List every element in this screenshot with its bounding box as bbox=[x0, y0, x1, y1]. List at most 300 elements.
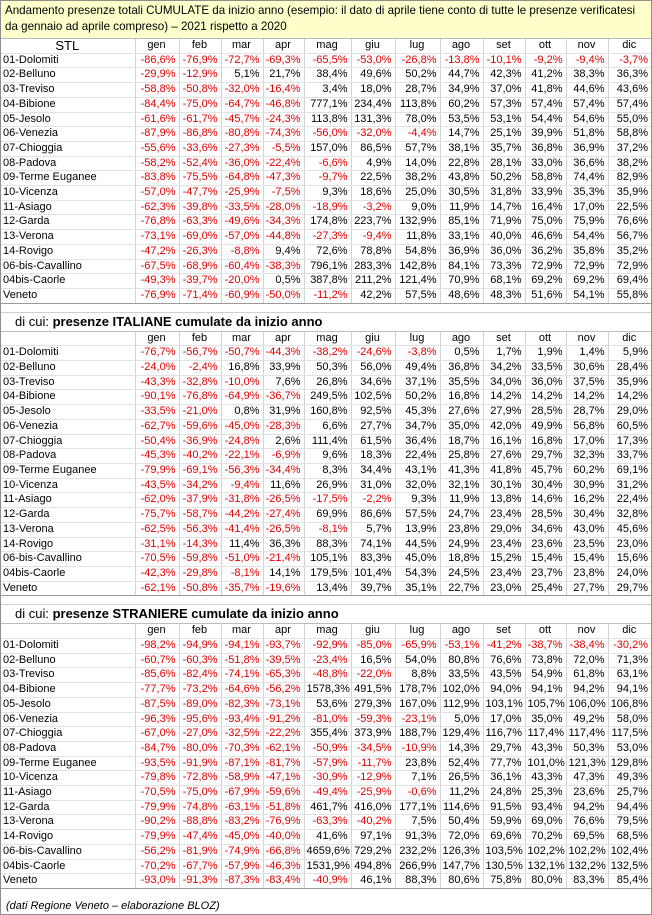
value-cell: -50,7% bbox=[221, 346, 263, 361]
value-cell: -47,7% bbox=[179, 186, 221, 201]
value-cell: -58,2% bbox=[135, 156, 179, 171]
value-cell: -31,1% bbox=[135, 537, 179, 552]
value-cell: 50,3% bbox=[304, 361, 351, 376]
value-cell: 25,3% bbox=[525, 786, 566, 801]
district-name: 09-Terme Euganee bbox=[1, 463, 135, 478]
district-name: 12-Garda bbox=[1, 508, 135, 523]
value-cell: -27,0% bbox=[179, 727, 221, 742]
value-cell: 73,3% bbox=[483, 259, 525, 274]
value-cell: -38,4% bbox=[566, 639, 608, 654]
header-label bbox=[1, 624, 135, 639]
value-cell: 25,8% bbox=[440, 449, 483, 464]
value-cell: 50,2% bbox=[395, 68, 440, 83]
value-cell: -6,6% bbox=[304, 156, 351, 171]
month-header: giu bbox=[351, 624, 395, 639]
data-table bbox=[1, 39, 651, 889]
value-cell: -67,5% bbox=[135, 259, 179, 274]
value-cell: -26,3% bbox=[179, 244, 221, 259]
value-cell: 177,1% bbox=[395, 800, 440, 815]
value-cell: 279,3% bbox=[351, 697, 395, 712]
value-cell: 91,3% bbox=[395, 830, 440, 845]
value-cell: -40,9% bbox=[304, 874, 351, 889]
value-cell: 11,9% bbox=[440, 493, 483, 508]
value-cell: 387,8% bbox=[304, 274, 351, 289]
value-cell: 58,8% bbox=[608, 127, 651, 142]
value-cell: 28,1% bbox=[483, 156, 525, 171]
value-cell: -57,9% bbox=[304, 756, 351, 771]
value-cell: 38,2% bbox=[395, 171, 440, 186]
value-cell: -40,0% bbox=[263, 830, 304, 845]
district-name: 06-bis-Cavallino bbox=[1, 259, 135, 274]
value-cell: 50,4% bbox=[440, 815, 483, 830]
value-cell: -86,6% bbox=[135, 53, 179, 68]
value-cell: -21,0% bbox=[179, 405, 221, 420]
month-header-row bbox=[1, 39, 651, 53]
district-name: 10-Vicenza bbox=[1, 771, 135, 786]
value-cell: -13,8% bbox=[440, 53, 483, 68]
value-cell: 54,3% bbox=[395, 566, 440, 581]
value-cell: 44,7% bbox=[440, 68, 483, 83]
table-row bbox=[1, 230, 651, 245]
table-row bbox=[1, 771, 651, 786]
value-cell: -72,7% bbox=[221, 53, 263, 68]
value-cell: 105,1% bbox=[304, 552, 351, 567]
value-cell: 39,7% bbox=[351, 581, 395, 596]
table-row bbox=[1, 463, 651, 478]
table-row bbox=[1, 449, 651, 464]
month-header: mag bbox=[304, 39, 351, 53]
value-cell: 14,6% bbox=[525, 493, 566, 508]
value-cell: -75,0% bbox=[179, 786, 221, 801]
value-cell: -65,9% bbox=[395, 639, 440, 654]
value-cell: -41,4% bbox=[221, 522, 263, 537]
value-cell: -0,6% bbox=[395, 786, 440, 801]
district-name: 01-Dolomiti bbox=[1, 639, 135, 654]
value-cell: -63,3% bbox=[179, 215, 221, 230]
district-name: 06-Venezia bbox=[1, 419, 135, 434]
value-cell: 33,9% bbox=[525, 186, 566, 201]
value-cell: 234,4% bbox=[351, 97, 395, 112]
value-cell: 14,3% bbox=[440, 741, 483, 756]
value-cell: 36,2% bbox=[525, 244, 566, 259]
value-cell: -65,3% bbox=[263, 668, 304, 683]
value-cell: -81,7% bbox=[263, 756, 304, 771]
table-row bbox=[1, 215, 651, 230]
value-cell: -29,9% bbox=[135, 68, 179, 83]
value-cell: 61,5% bbox=[351, 434, 395, 449]
value-cell: 79,5% bbox=[608, 815, 651, 830]
value-cell: -45,0% bbox=[221, 830, 263, 845]
value-cell: 14,0% bbox=[395, 156, 440, 171]
table-row bbox=[1, 741, 651, 756]
value-cell: -43,3% bbox=[135, 375, 179, 390]
value-cell: 11,9% bbox=[440, 200, 483, 215]
district-name: 07-Chioggia bbox=[1, 727, 135, 742]
value-cell: -83,2% bbox=[221, 815, 263, 830]
value-cell: 35,0% bbox=[440, 419, 483, 434]
value-cell: -22,0% bbox=[351, 668, 395, 683]
value-cell: -16,4% bbox=[263, 83, 304, 98]
value-cell: -64,9% bbox=[221, 390, 263, 405]
month-header: ago bbox=[440, 39, 483, 53]
value-cell: -76,9% bbox=[263, 815, 304, 830]
value-cell: 36,9% bbox=[566, 141, 608, 156]
value-cell: 37,2% bbox=[608, 141, 651, 156]
district-name: 02-Belluno bbox=[1, 653, 135, 668]
table-row bbox=[1, 786, 651, 801]
value-cell: 54,8% bbox=[395, 244, 440, 259]
month-header: dic bbox=[608, 39, 651, 53]
table-row bbox=[1, 844, 651, 859]
table-row bbox=[1, 874, 651, 889]
value-cell: -26,5% bbox=[263, 522, 304, 537]
district-name: 11-Asiago bbox=[1, 493, 135, 508]
value-cell: -12,9% bbox=[351, 771, 395, 786]
month-header: lug bbox=[395, 624, 440, 639]
value-cell: 83,3% bbox=[351, 552, 395, 567]
value-cell: 38,2% bbox=[608, 156, 651, 171]
month-header: mar bbox=[221, 331, 263, 346]
value-cell: 17,0% bbox=[483, 712, 525, 727]
value-cell: -77,7% bbox=[135, 683, 179, 698]
value-cell: -83,4% bbox=[263, 874, 304, 889]
value-cell: 35,7% bbox=[483, 141, 525, 156]
value-cell: 14,2% bbox=[525, 390, 566, 405]
value-cell: 7,5% bbox=[395, 815, 440, 830]
value-cell: 38,4% bbox=[304, 68, 351, 83]
table-row bbox=[1, 83, 651, 98]
value-cell: 36,8% bbox=[440, 361, 483, 376]
value-cell: 14,7% bbox=[440, 127, 483, 142]
value-cell: 43,0% bbox=[566, 522, 608, 537]
month-header: feb bbox=[179, 624, 221, 639]
value-cell: 38,3% bbox=[566, 68, 608, 83]
value-cell: 29,0% bbox=[483, 522, 525, 537]
value-cell: -74,1% bbox=[221, 668, 263, 683]
value-cell: -69,3% bbox=[263, 53, 304, 68]
value-cell: 796,1% bbox=[304, 259, 351, 274]
table-row bbox=[1, 756, 651, 771]
value-cell: 18,7% bbox=[440, 434, 483, 449]
header-label bbox=[1, 331, 135, 346]
value-cell: 14,2% bbox=[608, 390, 651, 405]
month-header: ott bbox=[525, 331, 566, 346]
value-cell: -22,1% bbox=[221, 449, 263, 464]
value-cell: -50,4% bbox=[135, 434, 179, 449]
value-cell: 102,5% bbox=[351, 390, 395, 405]
table-row bbox=[1, 712, 651, 727]
value-cell: -50,8% bbox=[179, 581, 221, 596]
value-cell: 40,0% bbox=[483, 230, 525, 245]
value-cell: -50,0% bbox=[263, 288, 304, 303]
source-note: (dati Regione Veneto – elaborazione BLOZ) bbox=[6, 900, 220, 912]
value-cell: 130,5% bbox=[483, 859, 525, 874]
value-cell: 15,4% bbox=[566, 552, 608, 567]
value-cell: 92,5% bbox=[351, 405, 395, 420]
value-cell: -86,8% bbox=[179, 127, 221, 142]
value-cell: 160,8% bbox=[304, 405, 351, 420]
value-cell: 9,3% bbox=[395, 493, 440, 508]
value-cell: 36,0% bbox=[483, 244, 525, 259]
value-cell: 59,9% bbox=[483, 815, 525, 830]
district-name: 12-Garda bbox=[1, 800, 135, 815]
value-cell: -46,8% bbox=[263, 97, 304, 112]
value-cell: -34,3% bbox=[263, 215, 304, 230]
value-cell: -59,6% bbox=[263, 786, 304, 801]
table-row bbox=[1, 859, 651, 874]
value-cell: 69,6% bbox=[483, 830, 525, 845]
value-cell: 36,0% bbox=[525, 375, 566, 390]
value-cell: 75,9% bbox=[566, 215, 608, 230]
value-cell: -2,2% bbox=[351, 493, 395, 508]
value-cell: 11,6% bbox=[263, 478, 304, 493]
value-cell: 72,9% bbox=[566, 259, 608, 274]
value-cell: -40,2% bbox=[179, 449, 221, 464]
value-cell: -69,0% bbox=[179, 230, 221, 245]
value-cell: 77,7% bbox=[483, 756, 525, 771]
district-name: 07-Chioggia bbox=[1, 434, 135, 449]
value-cell: -38,7% bbox=[525, 639, 566, 654]
value-cell: 8,3% bbox=[304, 463, 351, 478]
value-cell: -19,6% bbox=[263, 581, 304, 596]
value-cell: -87,3% bbox=[221, 874, 263, 889]
value-cell: -90,2% bbox=[135, 815, 179, 830]
value-cell: 188,7% bbox=[395, 727, 440, 742]
value-cell: 73,8% bbox=[525, 653, 566, 668]
value-cell: 23,8% bbox=[395, 756, 440, 771]
table-row bbox=[1, 288, 651, 303]
value-cell: 22,4% bbox=[395, 449, 440, 464]
value-cell: 147,7% bbox=[440, 859, 483, 874]
value-cell: 51,8% bbox=[566, 127, 608, 142]
value-cell: 17,0% bbox=[566, 434, 608, 449]
value-cell: 61,8% bbox=[566, 668, 608, 683]
table-row bbox=[1, 186, 651, 201]
table-row bbox=[1, 552, 651, 567]
value-cell: -44,3% bbox=[263, 346, 304, 361]
district-name: 14-Rovigo bbox=[1, 537, 135, 552]
district-name: 08-Padova bbox=[1, 156, 135, 171]
value-cell: -28,0% bbox=[263, 200, 304, 215]
value-cell: -3,8% bbox=[395, 346, 440, 361]
value-cell: 30,6% bbox=[566, 361, 608, 376]
district-name: 13-Verona bbox=[1, 815, 135, 830]
value-cell: 9,4% bbox=[263, 244, 304, 259]
value-cell: 103,1% bbox=[483, 697, 525, 712]
value-cell: -5,5% bbox=[263, 141, 304, 156]
table-row bbox=[1, 127, 651, 142]
value-cell: -29,8% bbox=[179, 566, 221, 581]
value-cell: -81,0% bbox=[304, 712, 351, 727]
value-cell: -9,7% bbox=[304, 171, 351, 186]
value-cell: -9,4% bbox=[566, 53, 608, 68]
value-cell: 68,5% bbox=[608, 830, 651, 845]
value-cell: 102,2% bbox=[525, 844, 566, 859]
value-cell: 729,2% bbox=[351, 844, 395, 859]
district-name: 11-Asiago bbox=[1, 786, 135, 801]
value-cell: 16,2% bbox=[566, 493, 608, 508]
value-cell: -76,8% bbox=[179, 390, 221, 405]
value-cell: 29,7% bbox=[483, 741, 525, 756]
value-cell: -32,0% bbox=[351, 127, 395, 142]
value-cell: -3,7% bbox=[608, 53, 651, 68]
value-cell: 33,1% bbox=[440, 230, 483, 245]
value-cell: 249,5% bbox=[304, 390, 351, 405]
value-cell: -91,2% bbox=[263, 712, 304, 727]
value-cell: 23,0% bbox=[608, 537, 651, 552]
value-cell: 55,0% bbox=[608, 112, 651, 127]
value-cell: -34,2% bbox=[179, 478, 221, 493]
value-cell: 86,5% bbox=[351, 141, 395, 156]
month-header: lug bbox=[395, 39, 440, 53]
value-cell: -12,9% bbox=[179, 68, 221, 83]
value-cell: 11,2% bbox=[440, 786, 483, 801]
value-cell: -62,1% bbox=[135, 581, 179, 596]
value-cell: 24,7% bbox=[440, 508, 483, 523]
value-cell: -60,4% bbox=[221, 259, 263, 274]
district-name: 10-Vicenza bbox=[1, 186, 135, 201]
value-cell: -36,7% bbox=[263, 390, 304, 405]
value-cell: 41,8% bbox=[525, 83, 566, 98]
value-cell: 85,1% bbox=[440, 215, 483, 230]
value-cell: 25,0% bbox=[395, 186, 440, 201]
district-name: 09-Terme Euganee bbox=[1, 756, 135, 771]
section-prefix: di cui: bbox=[15, 313, 53, 329]
value-cell: 68,1% bbox=[483, 274, 525, 289]
value-cell: -14,3% bbox=[179, 537, 221, 552]
value-cell: -75,0% bbox=[179, 97, 221, 112]
value-cell: -30,2% bbox=[608, 639, 651, 654]
value-cell: 17,0% bbox=[566, 200, 608, 215]
value-cell: -70,5% bbox=[135, 552, 179, 567]
value-cell: 32,1% bbox=[440, 478, 483, 493]
district-name: 13-Verona bbox=[1, 522, 135, 537]
value-cell: -69,1% bbox=[179, 463, 221, 478]
value-cell: 113,8% bbox=[304, 112, 351, 127]
value-cell: 56,8% bbox=[566, 419, 608, 434]
value-cell: 41,3% bbox=[440, 463, 483, 478]
value-cell: 37,0% bbox=[483, 83, 525, 98]
month-header: ott bbox=[525, 39, 566, 53]
value-cell: 28,5% bbox=[525, 508, 566, 523]
value-cell: 1,7% bbox=[483, 346, 525, 361]
value-cell: -87,9% bbox=[135, 127, 179, 142]
value-cell: -30,9% bbox=[304, 771, 351, 786]
value-cell: 53,0% bbox=[608, 741, 651, 756]
value-cell: 35,0% bbox=[525, 712, 566, 727]
value-cell: -26,8% bbox=[395, 53, 440, 68]
table-row bbox=[1, 653, 651, 668]
district-name: 04bis-Caorle bbox=[1, 859, 135, 874]
value-cell: -56,0% bbox=[304, 127, 351, 142]
value-cell: -87,1% bbox=[221, 756, 263, 771]
value-cell: 179,5% bbox=[304, 566, 351, 581]
value-cell: 75,8% bbox=[483, 874, 525, 889]
district-name: 04-Bibione bbox=[1, 97, 135, 112]
value-cell: 33,9% bbox=[263, 361, 304, 376]
table-row bbox=[1, 274, 651, 289]
table-row bbox=[1, 156, 651, 171]
value-cell: 28,4% bbox=[608, 361, 651, 376]
value-cell: 11,8% bbox=[395, 230, 440, 245]
value-cell: 13,8% bbox=[483, 493, 525, 508]
value-cell: -47,4% bbox=[179, 830, 221, 845]
district-name: 10-Vicenza bbox=[1, 478, 135, 493]
value-cell: -9,4% bbox=[351, 230, 395, 245]
value-cell: 29,0% bbox=[608, 405, 651, 420]
value-cell: 18,6% bbox=[351, 186, 395, 201]
value-cell: 50,2% bbox=[483, 171, 525, 186]
value-cell: 35,2% bbox=[608, 244, 651, 259]
value-cell: 53,6% bbox=[304, 697, 351, 712]
value-cell: -33,5% bbox=[135, 405, 179, 420]
value-cell: 15,6% bbox=[608, 552, 651, 567]
value-cell: -79,9% bbox=[135, 463, 179, 478]
value-cell: -74,9% bbox=[221, 844, 263, 859]
value-cell: 24,5% bbox=[440, 566, 483, 581]
value-cell: 101,0% bbox=[525, 756, 566, 771]
value-cell: -33,5% bbox=[221, 200, 263, 215]
value-cell: 94,0% bbox=[483, 683, 525, 698]
value-cell: 78,0% bbox=[395, 112, 440, 127]
value-cell: 14,1% bbox=[263, 566, 304, 581]
value-cell: 29,7% bbox=[608, 581, 651, 596]
value-cell: 93,4% bbox=[525, 800, 566, 815]
value-cell: -36,9% bbox=[179, 434, 221, 449]
table-row bbox=[1, 53, 651, 68]
value-cell: 27,7% bbox=[566, 581, 608, 596]
value-cell: -59,3% bbox=[351, 712, 395, 727]
value-cell: 69,0% bbox=[525, 815, 566, 830]
value-cell: 43,5% bbox=[483, 668, 525, 683]
value-cell: 114,6% bbox=[440, 800, 483, 815]
value-cell: 266,9% bbox=[395, 859, 440, 874]
value-cell: -8,1% bbox=[304, 522, 351, 537]
value-cell: 31,2% bbox=[608, 478, 651, 493]
value-cell: 41,6% bbox=[304, 830, 351, 845]
value-cell: 22,5% bbox=[351, 171, 395, 186]
value-cell: -76,8% bbox=[135, 215, 179, 230]
value-cell: -94,1% bbox=[221, 639, 263, 654]
value-cell: 18,0% bbox=[351, 83, 395, 98]
value-cell: 48,6% bbox=[440, 288, 483, 303]
month-header: gen bbox=[135, 331, 179, 346]
value-cell: 57,4% bbox=[608, 97, 651, 112]
value-cell: 72,0% bbox=[566, 653, 608, 668]
value-cell: -40,2% bbox=[351, 815, 395, 830]
value-cell: 2,6% bbox=[263, 434, 304, 449]
value-cell: -57,9% bbox=[221, 859, 263, 874]
value-cell: 37,1% bbox=[395, 375, 440, 390]
header-label: STL bbox=[1, 39, 135, 53]
value-cell: 129,4% bbox=[440, 727, 483, 742]
value-cell: 24,0% bbox=[608, 566, 651, 581]
value-cell: -93,4% bbox=[221, 712, 263, 727]
month-header: giu bbox=[351, 39, 395, 53]
value-cell: 26,8% bbox=[304, 375, 351, 390]
value-cell: 54,9% bbox=[525, 668, 566, 683]
month-header: feb bbox=[179, 39, 221, 53]
value-cell: 23,6% bbox=[566, 786, 608, 801]
value-cell: -79,9% bbox=[135, 800, 179, 815]
value-cell: 45,3% bbox=[395, 405, 440, 420]
value-cell: 76,6% bbox=[608, 215, 651, 230]
district-name: 11-Asiago bbox=[1, 200, 135, 215]
value-cell: 86,6% bbox=[351, 508, 395, 523]
value-cell: -67,0% bbox=[135, 727, 179, 742]
table-row bbox=[1, 346, 651, 361]
value-cell: 36,8% bbox=[525, 141, 566, 156]
